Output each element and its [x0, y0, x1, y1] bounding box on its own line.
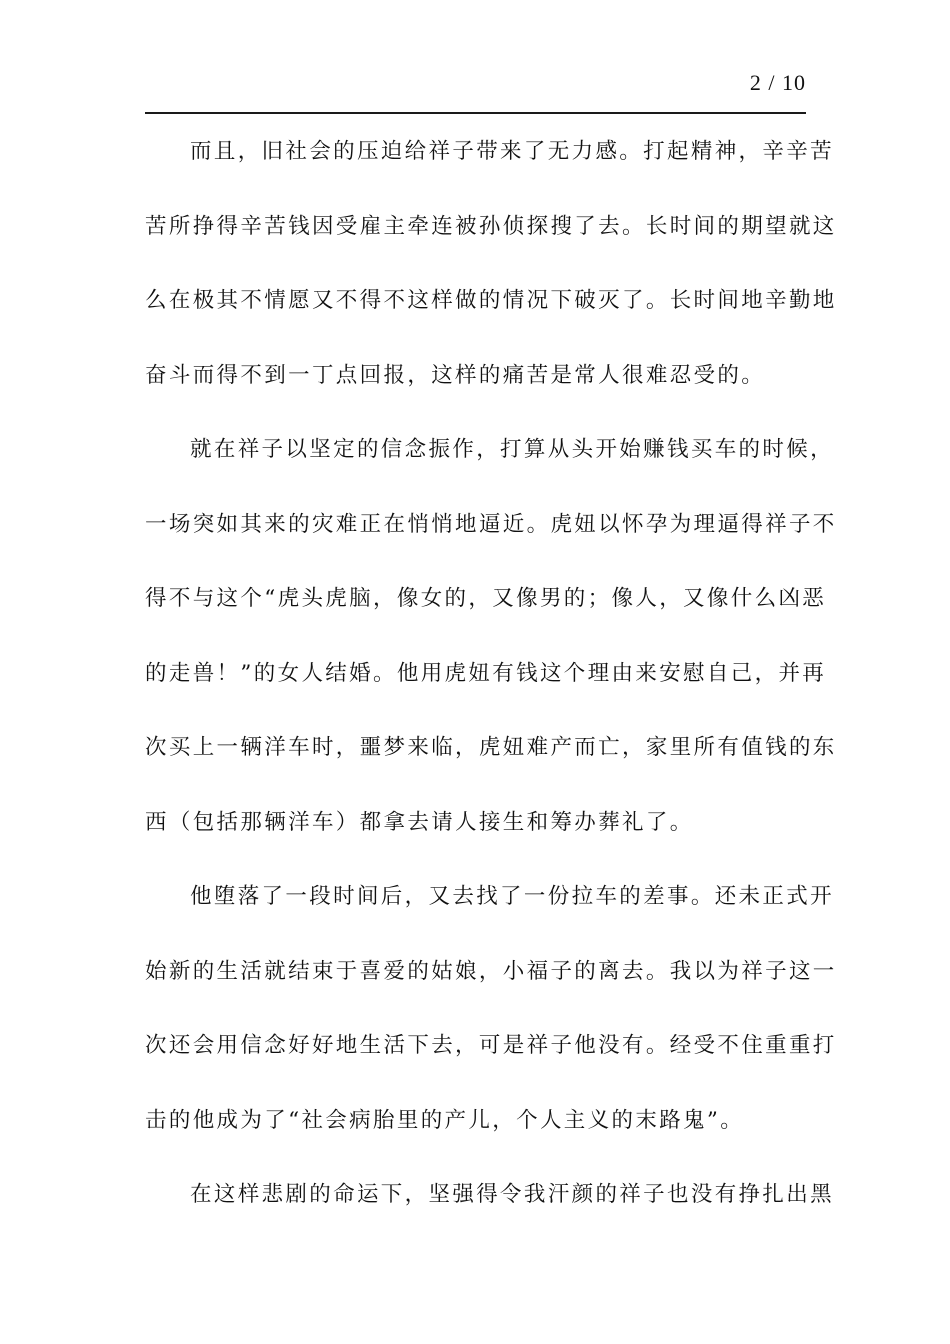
text-line: 始新的生活就结束于喜爱的姑娘，小福子的离去。我以为祥子这一	[145, 958, 837, 984]
text-line: 而且，旧社会的压迫给祥子带来了无力感。打起精神，辛辛苦	[190, 139, 834, 164]
page-header	[145, 60, 806, 114]
text-line: 次买上一辆洋车时，噩梦来临，虎妞难产而亡，家里所有值钱的东	[145, 735, 837, 760]
page-number: 2 / 10	[749, 70, 806, 95]
text-line: 奋斗而得不到一丁点回报，这样的痛苦是常人很难忍受的。	[145, 362, 766, 388]
text-line: 得不与这个“虎头虎脑，像女的，又像男的；像人，又像什么凶恶	[145, 586, 827, 611]
text-line: 击的他成为了“社会病胎里的产儿，个人主义的末路鬼”。	[145, 1107, 745, 1133]
text-line: 他堕落了一段时间后，又去找了一份拉车的差事。还未正式开	[190, 884, 834, 909]
text-line: 苦所挣得辛苦钱因受雇主牵连被孙侦探搜了去。长时间的期望就这	[145, 213, 837, 239]
document-body	[145, 130, 837, 1248]
text-line: 的走兽！”的女人结婚。他用虎妞有钱这个理由来安慰自己，并再	[145, 660, 827, 686]
text-line: 西（包括那辆洋车）都拿去请人接生和筹办葬礼了。	[145, 809, 694, 835]
text-line: 次还会用信念好好地生活下去，可是祥子他没有。经受不住重重打	[145, 1033, 837, 1058]
text-line: 一场突如其来的灾难正在悄悄地逼近。虎妞以怀孕为理逼得祥子不	[145, 511, 837, 537]
text-line: 在这样悲剧的命运下，坚强得令我汗颜的祥子也没有挣扎出黑	[190, 1182, 834, 1207]
text-line: 就在祥子以坚定的信念振作，打算从头开始赚钱买车的时候，	[190, 437, 834, 462]
text-line: 么在极其不情愿又不得不这样做的情况下破灭了。长时间地辛勤地	[145, 288, 837, 313]
